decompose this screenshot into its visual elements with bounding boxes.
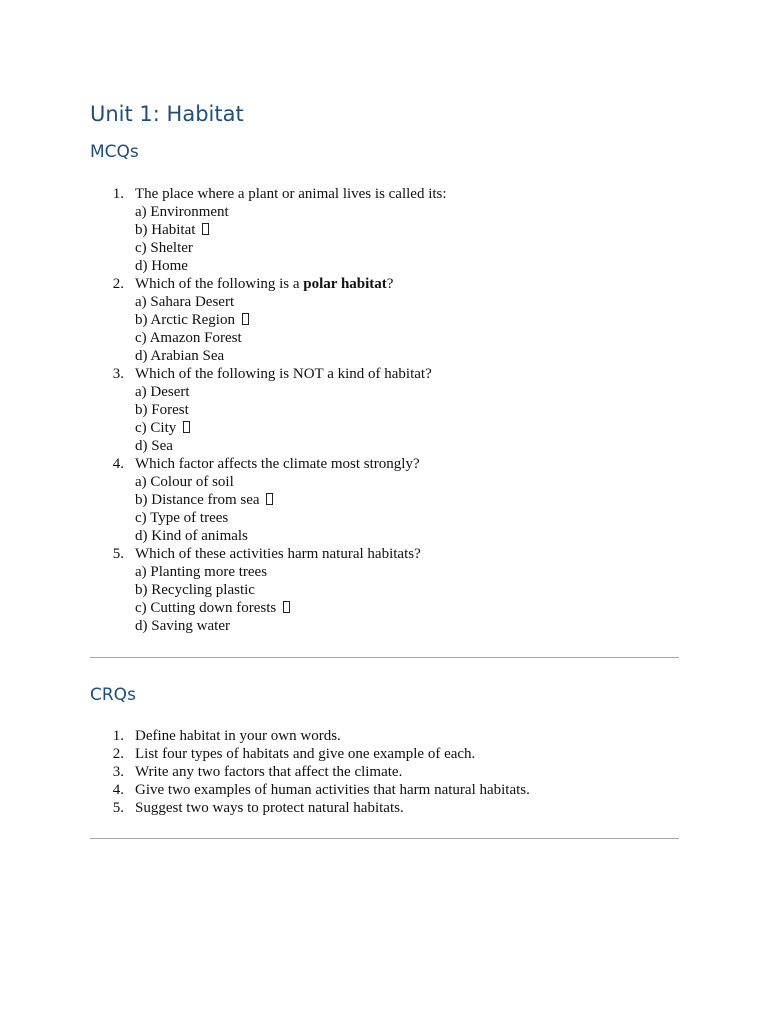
mcq-option: [135, 221, 679, 239]
question-text: Define habitat in your own words.: [135, 728, 341, 744]
question-number: 2.: [112, 276, 124, 292]
mcq-question: [90, 455, 679, 545]
question-text-part: The place where a plant or animal lives is called its:: [135, 186, 447, 202]
option-label: c) Shelter: [135, 240, 193, 256]
mcq-option: [135, 491, 679, 509]
option-label: a) Planting more trees: [135, 564, 268, 580]
question-text: List four types of habitats and give one example of each.: [135, 746, 476, 762]
mcq-option: [135, 383, 679, 401]
crq-list: [90, 727, 679, 817]
mcq-heading: MCQs: [90, 142, 139, 162]
answer-mark-icon: [242, 313, 249, 325]
mcq-option: [135, 617, 679, 635]
answer-mark-icon: [283, 601, 290, 613]
crq-question: [90, 727, 679, 745]
question-text: [135, 366, 432, 382]
question-text-part: Which of the following is NOT a kind of habitat?: [135, 366, 432, 382]
option-label: d) Arabian Sea: [135, 348, 225, 364]
crq-question: [90, 799, 679, 817]
question-text-part: Which of these activities harm natural habitats?: [135, 546, 421, 562]
question-number: 5.: [112, 800, 124, 816]
question-number: 4.: [112, 456, 124, 472]
mcq-option: [135, 203, 679, 221]
mcq-list: [90, 185, 679, 635]
option-label: d) Kind of animals: [135, 528, 248, 544]
mcq-question: [90, 365, 679, 455]
section-divider: [90, 838, 679, 839]
crq-heading: CRQs: [90, 685, 136, 705]
question-number: 3.: [112, 366, 124, 382]
answer-mark-icon: [202, 223, 209, 235]
mcq-option: [135, 239, 679, 257]
mcq-question: [90, 545, 679, 635]
option-label: d) Saving water: [135, 618, 230, 634]
question-text: [135, 186, 447, 202]
worksheet-page: [90, 100, 679, 839]
option-label: b) Habitat: [135, 222, 196, 238]
mcq-option: [135, 329, 679, 347]
mcq-option: [135, 437, 679, 455]
option-label: c) Amazon Forest: [135, 330, 242, 346]
option-label: d) Home: [135, 258, 188, 274]
question-number: 5.: [112, 546, 124, 562]
mcq-option: [135, 401, 679, 419]
question-text: [135, 276, 393, 292]
option-label: b) Distance from sea: [135, 492, 260, 508]
mcq-question: [90, 185, 679, 275]
option-label: b) Forest: [135, 402, 189, 418]
question-number: 4.: [112, 782, 124, 798]
option-label: a) Environment: [135, 204, 229, 220]
option-label: b) Arctic Region: [135, 312, 235, 328]
crq-question: [90, 781, 679, 799]
mcq-option: [135, 599, 679, 617]
mcq-option: [135, 509, 679, 527]
mcq-question: [90, 275, 679, 365]
option-label: c) City: [135, 420, 177, 436]
mcq-option: [135, 347, 679, 365]
mcq-option: [135, 563, 679, 581]
mcq-option: [135, 311, 679, 329]
mcq-option: [135, 527, 679, 545]
option-label: a) Colour of soil: [135, 474, 234, 490]
option-label: a) Sahara Desert: [135, 294, 235, 310]
option-label: c) Cutting down forests: [135, 600, 277, 616]
mcq-option: [135, 257, 679, 275]
question-text-part: Which factor affects the climate most strongly?: [135, 456, 420, 472]
option-label: d) Sea: [135, 438, 173, 454]
mcq-option: [135, 473, 679, 491]
option-label: c) Type of trees: [135, 510, 229, 526]
question-number: 1.: [112, 728, 124, 744]
mcq-option: [135, 293, 679, 311]
question-number: 1.: [112, 186, 124, 202]
mcq-option: [135, 419, 679, 437]
question-text: [135, 456, 420, 472]
question-text-part: Which of the following is a: [135, 276, 304, 292]
section-divider: [90, 657, 679, 658]
crq-question: [90, 745, 679, 763]
unit-title: Unit 1: Habitat: [90, 102, 244, 126]
question-number: 2.: [112, 746, 124, 762]
question-text: [135, 546, 421, 562]
question-text: Suggest two ways to protect natural habitats.: [135, 800, 404, 816]
answer-mark-icon: [183, 421, 190, 433]
option-label: a) Desert: [135, 384, 190, 400]
question-text-part: ?: [386, 276, 394, 292]
answer-mark-icon: [266, 493, 273, 505]
question-number: 3.: [112, 764, 124, 780]
crq-question: [90, 763, 679, 781]
question-text: Give two examples of human activities that harm natural habitats.: [135, 782, 530, 798]
option-label: b) Recycling plastic: [135, 582, 255, 598]
mcq-option: [135, 581, 679, 599]
question-emphasis: polar habitat: [303, 276, 387, 292]
question-text: Write any two factors that affect the climate.: [135, 764, 403, 780]
